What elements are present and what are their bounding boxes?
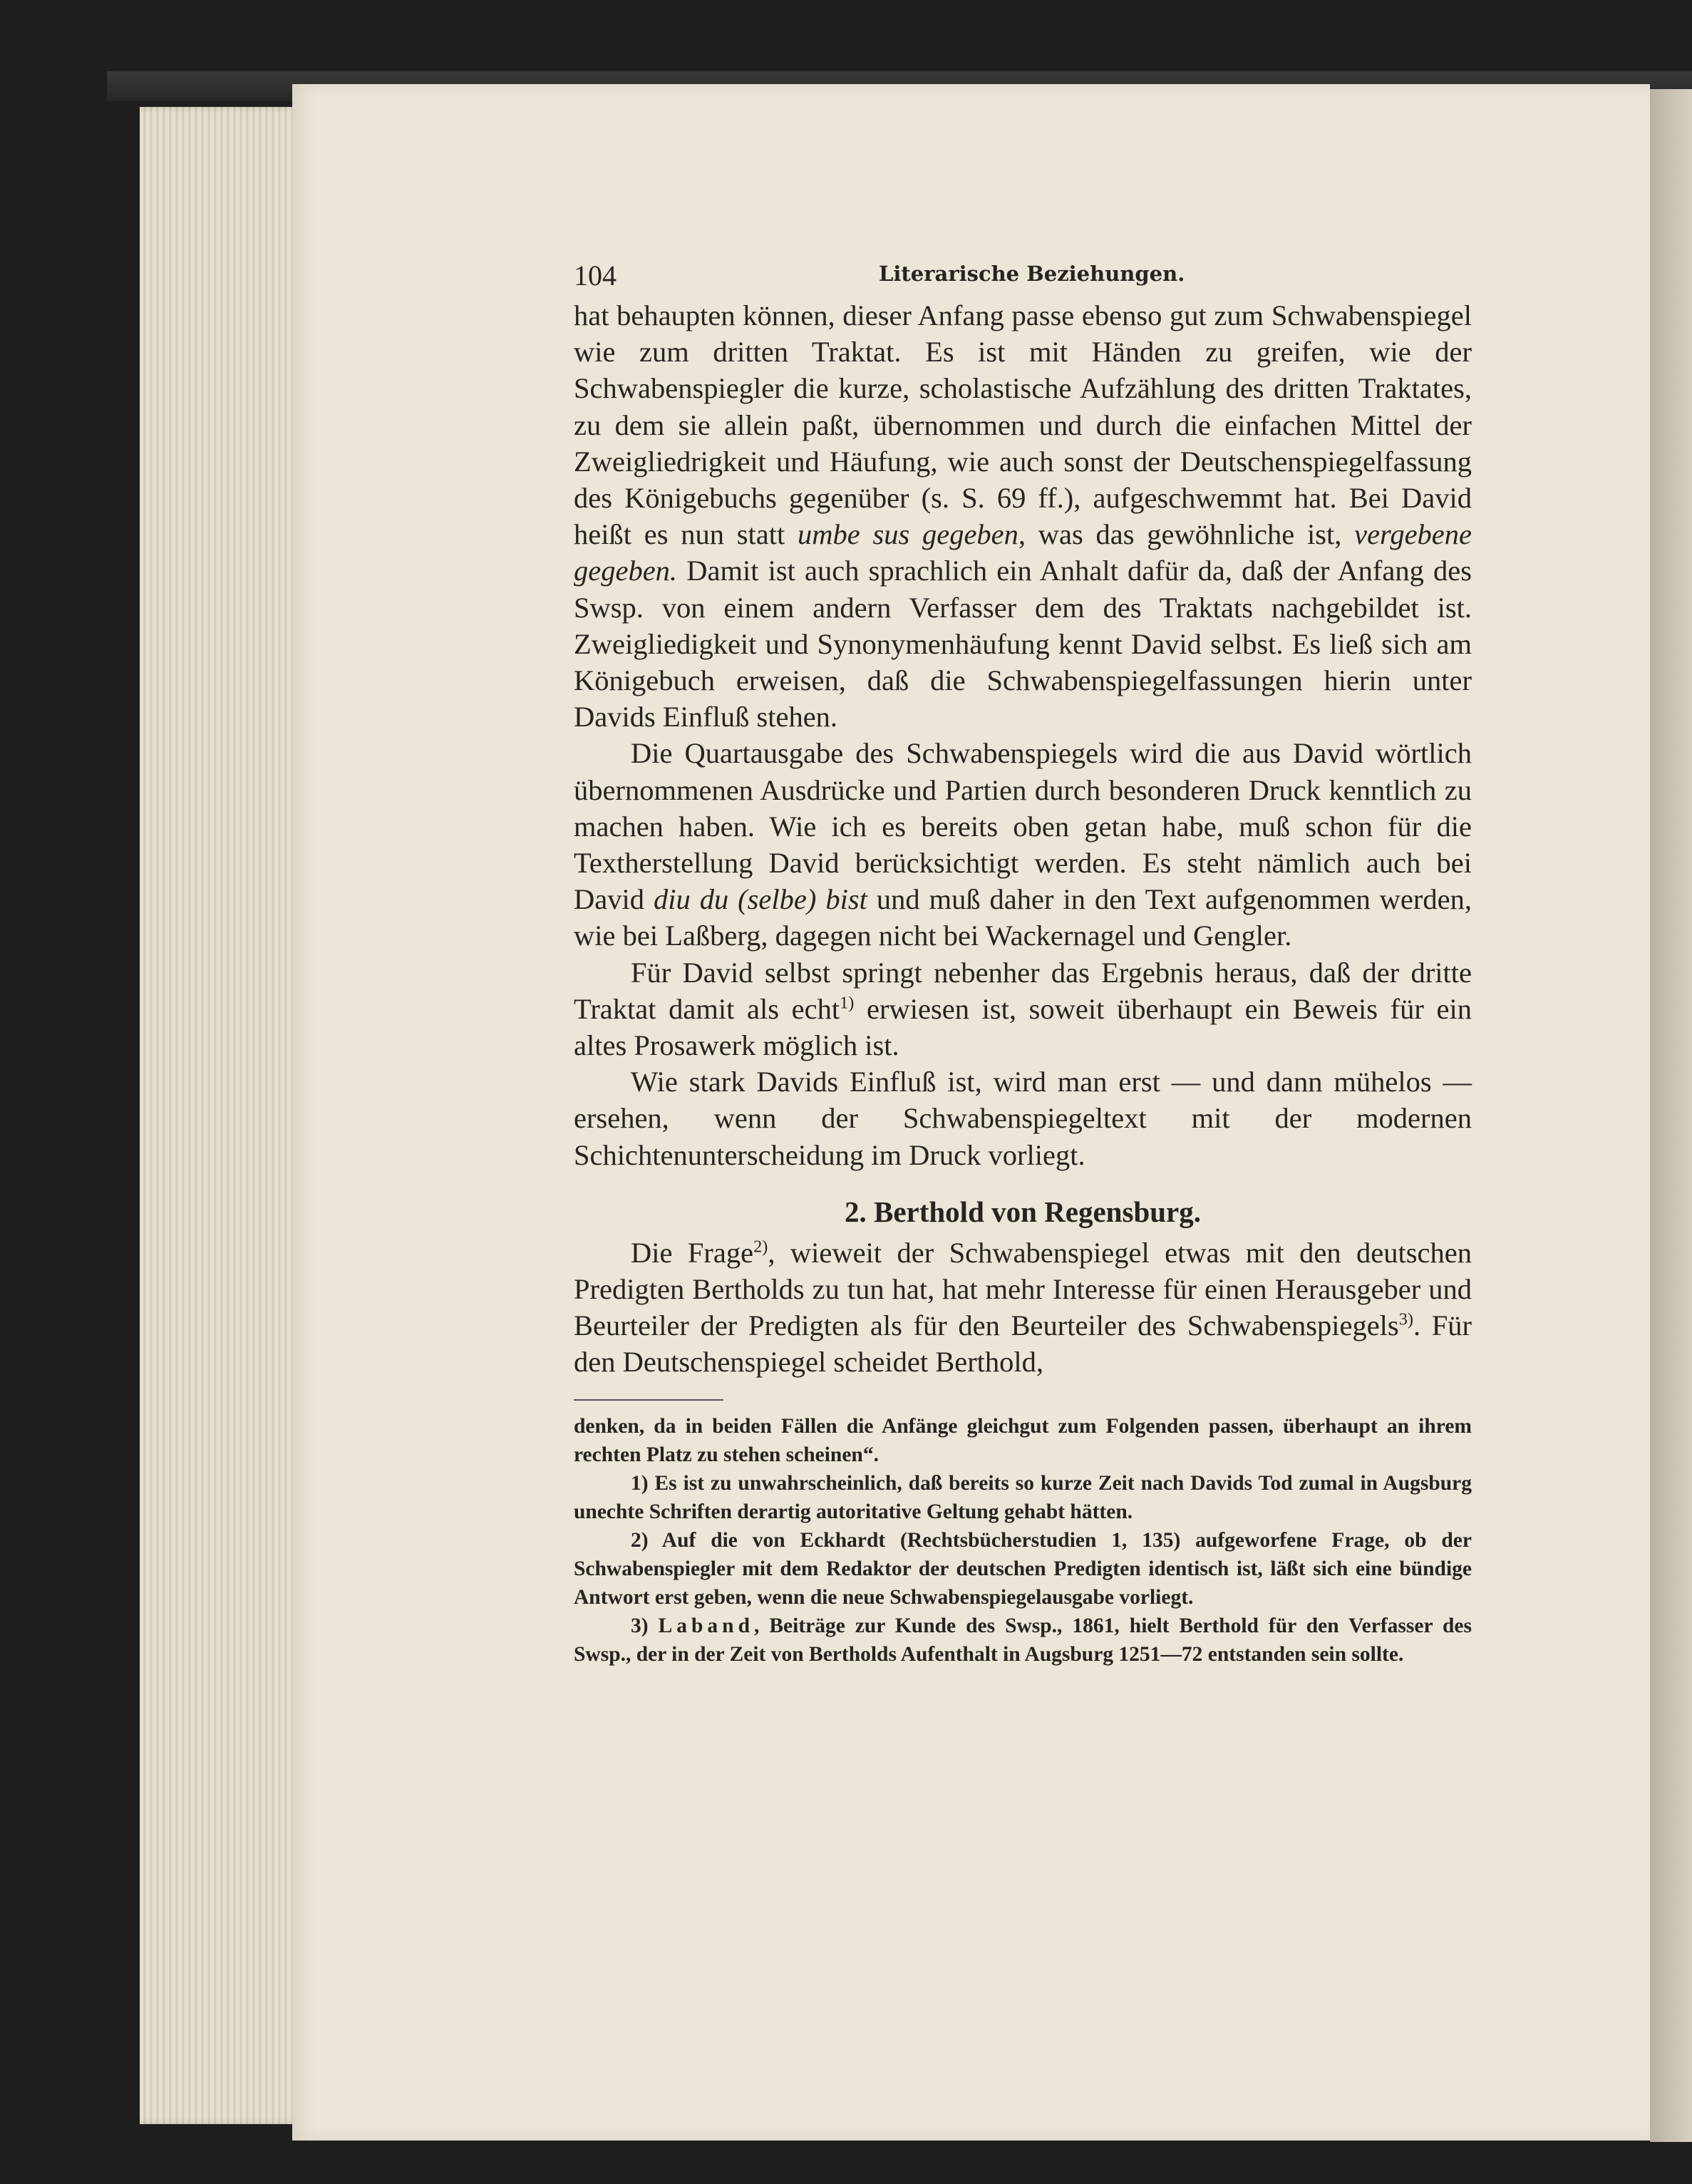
text-run: Damit ist auch sprachlich ein Anhalt dafür da, daß der Anfang des Swsp. von einem andern Verfasser dem des Traktats nachgebildet ist. Zweigliedigkeit und Synonymenhäufung kennt David selbst. Es ließ sich am Königebuch erweisen, daß die Schwabenspiegelfassungen hierin unter Davids Einfluß stehen. xyxy=(574,555,1472,733)
footnote-2: 2) Auf die von Eckhardt (Rechtsbücherstudien 1, 135) aufgeworfene Frage, ob der Schwabenspiegler mit dem Redaktor der deutschen Predigten identisch ist, läßt sich eine bündige Antwort erst geben, wenn die neue Schwabenspiegelausgabe vorliegt. xyxy=(574,1528,1472,1609)
section-body xyxy=(574,1235,1472,1381)
page-number: 104 xyxy=(574,259,617,292)
footnote-number: 3) xyxy=(631,1614,659,1637)
text-run: Für David selbst springt nebenher das Ergebnis heraus, daß der dritte Traktat damit als echt xyxy=(574,956,1472,1025)
paragraph-5 xyxy=(574,1235,1472,1381)
footnote-3 xyxy=(574,1612,1472,1669)
footnotes xyxy=(574,1399,1472,1669)
footnote-continuation: denken, da in beiden Fällen die Anfänge gleichgut zum Folgenden passen, überhaupt an ihrem rechten Platz zu stehen scheinen“. xyxy=(574,1414,1472,1466)
page-stack-edges xyxy=(140,107,304,2124)
text-run: , Beiträge zur Kunde des Swsp., 1861, hielt Berthold für den Verfasser des Swsp., der in der Zeit von Bertholds Aufenthalt in Augsburg 1251—72 entstanden sein sollte. xyxy=(574,1614,1472,1666)
text-run: und muß daher in den Text aufgenommen werden, wie bei Laßberg, dagegen nicht bei Wackernagel und Gengler. xyxy=(574,883,1472,952)
running-title: Literarische Beziehungen. xyxy=(879,262,1185,286)
author-name: Laband xyxy=(658,1614,754,1637)
paragraph-3 xyxy=(574,954,1472,1064)
running-head xyxy=(574,253,1472,297)
paragraph-1 xyxy=(574,297,1472,735)
text-run: . Für den Deutschenspiegel scheidet Berthold, xyxy=(574,1309,1472,1379)
footnote-1: 1) Es ist zu unwahrscheinlich, daß bereits so kurze Zeit nach Davids Tod zumal in Augsburg unechte Schriften derartig autoritative Geltung gehabt hätten. xyxy=(574,1471,1472,1523)
italic-quote: umbe sus gegeben xyxy=(797,518,1018,551)
paragraph-4 xyxy=(574,1063,1472,1173)
text-run: Wie stark Davids Einfluß ist, wird man erst — und dann mühelos — ersehen, wenn der Schwabenspiegeltext mit der modernen Schichtenunterscheidung im Druck vorliegt. xyxy=(574,1066,1472,1171)
section-heading: 2. Berthold von Regensburg. xyxy=(844,1195,1201,1228)
italic-quote: vergebene gegeben. xyxy=(574,518,1472,587)
text-run: hat behaupten können, dieser Anfang passe ebenso gut zum Schwabenspiegel wie zum dritten Traktat. Es ist mit Händen zu greifen, wie der Schwabenspiegler die kurze, scholastische Aufzählung des dritten Traktates, zu dem sie allein paßt, übernommen und durch die einfachen Mittel der Zweigliedrigkeit und Häufung, wie auch sonst der Deutschenspiegelfassung des Königebuchs gegenüber (s. S. 69 ff.), aufgeschwemmt hat. Bei David heißt es nun statt xyxy=(574,299,1472,551)
footnote-ref-1: 1) xyxy=(840,993,855,1013)
page-content xyxy=(574,253,1472,1669)
text-run: , was das gewöhnliche ist, xyxy=(1018,518,1355,551)
text-run: Die Quartausgabe des Schwabenspiegels wird die aus David wörtlich übernommenen Ausdrücke und Partien durch besonderen Druck kenntlich zu machen haben. Wie ich es bereits oben getan habe, muß schon für die Textherstellung David berücksichtigt werden. Es steht nämlich auch bei David xyxy=(574,737,1472,916)
text-run: Die Frage xyxy=(631,1236,754,1269)
paragraph-2 xyxy=(574,735,1472,954)
body-text xyxy=(574,297,1472,1173)
facing-page-edge xyxy=(1650,89,1692,2142)
footnote-ref-2: 2) xyxy=(753,1237,768,1257)
footnote-ref-3: 3) xyxy=(1398,1309,1413,1329)
text-run: erwiesen ist, soweit überhaupt ein Beweis für ein altes Prosawerk möglich ist. xyxy=(574,992,1472,1062)
italic-quote: diu du (selbe) bist xyxy=(653,883,867,916)
text-run: , wieweit der Schwabenspiegel etwas mit den deutschen Predigten Bertholds zu tun hat, hat mehr Interesse für einen Herausgeber und Beurteiler der Predigten als für den Beurteiler des Schwabenspiegels xyxy=(574,1236,1472,1342)
